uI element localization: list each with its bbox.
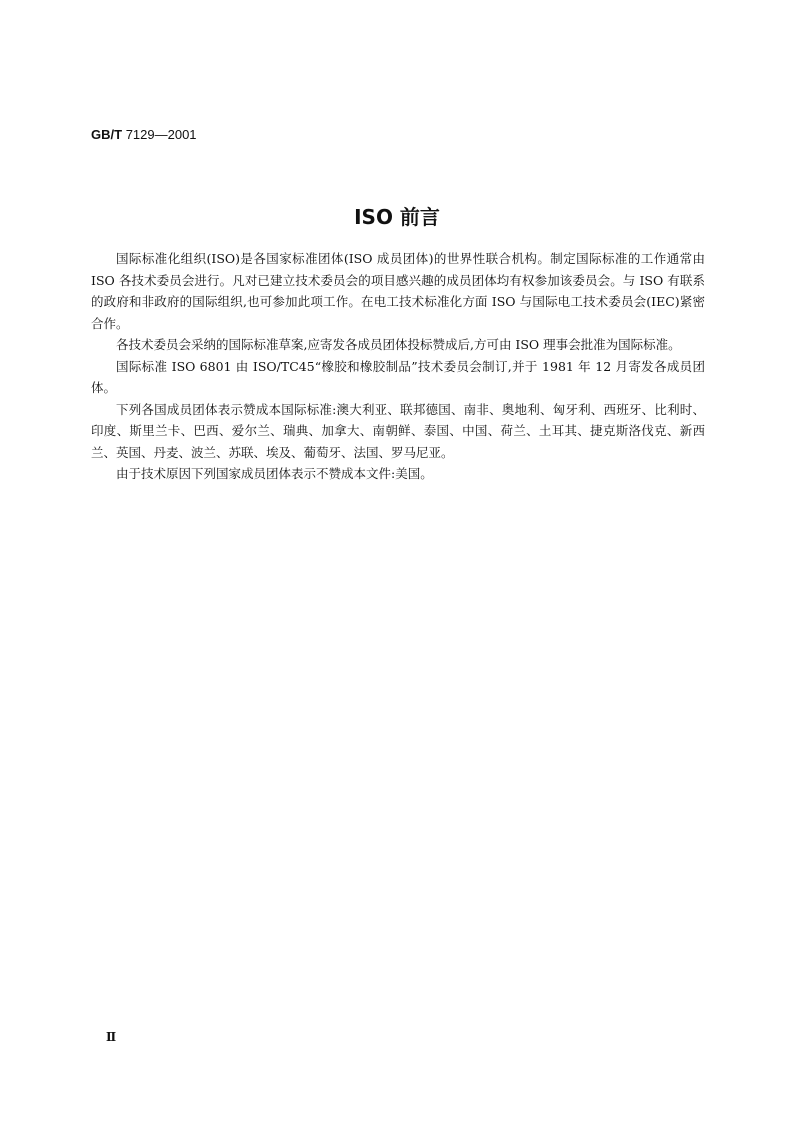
- standard-number-value: 7129—2001: [125, 127, 197, 142]
- section-title: ISO 前言: [354, 205, 440, 229]
- paragraph-standard-origin: 国际标准 ISO 6801 由 ISO/TC45“橡胶和橡胶制品”技术委员会制订,并于 1981 年 12 月寄发各成员团体。: [91, 358, 705, 395]
- page-number: Ⅱ: [106, 1030, 117, 1044]
- paragraph-approval-process: 各技术委员会采纳的国际标准草案,应寄发各成员团体投标赞成后,方可由 ISO 理事会批准为国际标准。: [116, 337, 681, 352]
- paragraph-approving-members: 下列各国成员团体表示赞成本国际标准:澳大利亚、联邦德国、南非、奥地利、匈牙利、西班牙、比利时、印度、斯里兰卡、巴西、爱尔兰、瑞典、加拿大、南朝鲜、泰国、中国、荷兰、土耳其、捷克斯洛伐克、新西兰、英国、丹麦、波兰、苏联、埃及、葡萄牙、法国、罗马尼亚。: [91, 401, 705, 460]
- standard-number: [91, 127, 197, 143]
- standard-code: GB/T: [91, 127, 123, 142]
- paragraph-disapproving-members: 由于技术原因下列国家成员团体表示不赞成本文件:美国。: [116, 466, 433, 481]
- foreword-body: [91, 248, 705, 485]
- paragraph-iso-organization: 国际标准化组织(ISO)是各国家标准团体(ISO 成员团体)的世界性联合机构。制定国际标准的工作通常由 ISO 各技术委员会进行。凡对已建立技术委员会的项目感兴趣的成员团体均有权参加该委员会。与 ISO 有联系的政府和非政府的国际组织,也可参加此项工作。在电工技术标准化方面 ISO 与国际电工技术委员会(IEC)紧密合作。: [91, 251, 705, 331]
